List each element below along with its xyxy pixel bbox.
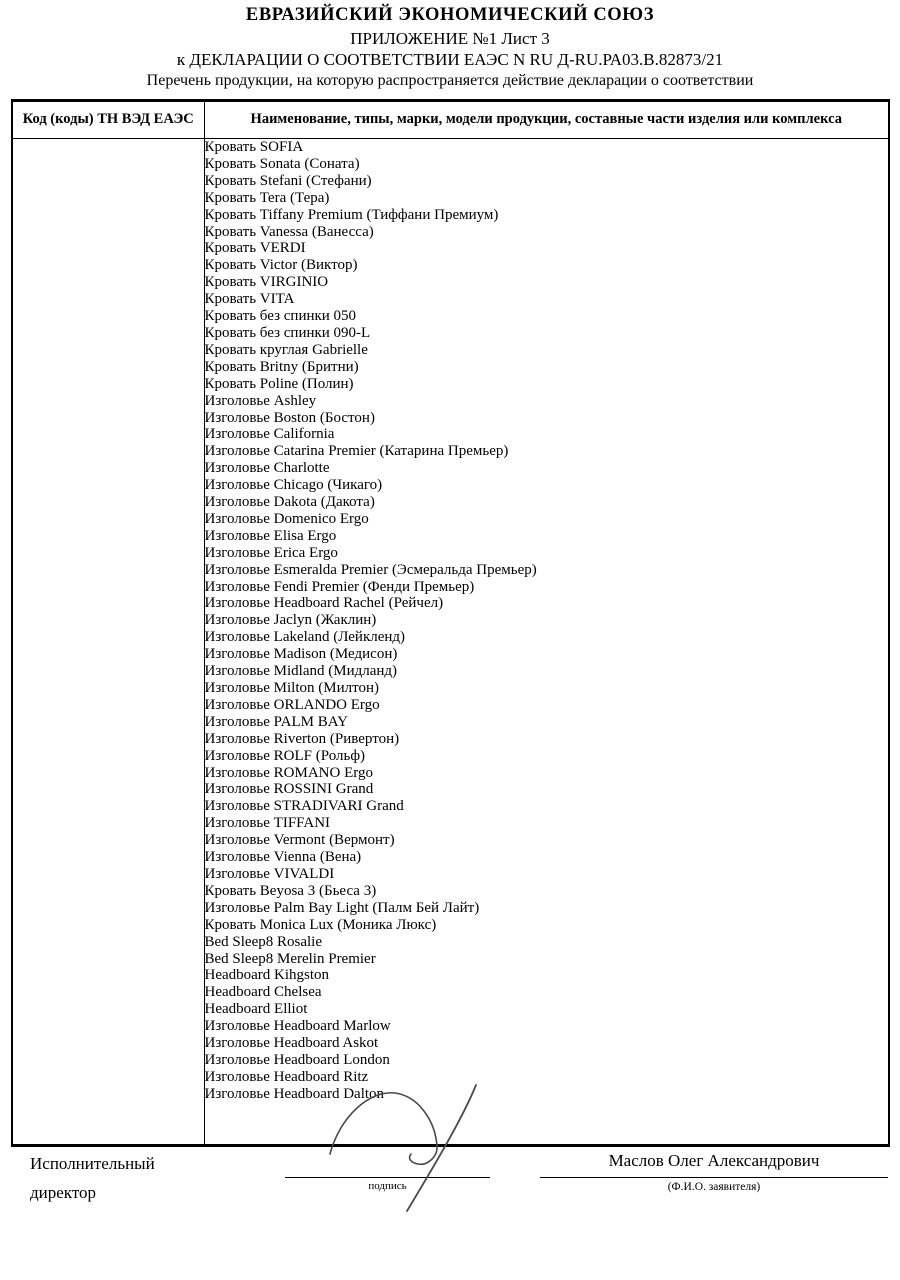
product-item: Изголовье Esmeralda Premier (Эсмеральда Премьер)	[204, 561, 537, 578]
product-item: Изголовье Boston (Бостон)	[204, 409, 375, 426]
product-item: Кровать Beyosa 3 (Бьеса 3)	[204, 882, 377, 899]
product-item: Кровать VITA	[204, 291, 295, 308]
product-item: Изголовье TIFFANI	[204, 815, 331, 832]
product-list-caption: Перечень продукции, на которую распространяется действие декларации о соответствии	[146, 72, 754, 89]
tnved-code-cell	[12, 139, 204, 1146]
product-item: Кровать SOFIA	[204, 139, 304, 155]
product-item: Headboard Chelsea	[204, 984, 322, 1001]
product-item: Изголовье STRADIVARI Grand	[204, 798, 404, 815]
product-item: Изголовье Ashley	[204, 392, 317, 409]
product-item: Изголовье ROMANO Ergo	[204, 764, 373, 781]
product-list-cell	[204, 139, 889, 1146]
product-item: Изголовье Catarina Premier (Катарина Премьер)	[204, 443, 509, 460]
column-header-product-names: Наименование, типы, марки, модели продукции, составные части изделия или комплекса	[204, 101, 889, 139]
product-item: Изголовье ROSSINI Grand	[204, 781, 374, 798]
product-item: Изголовье California	[204, 426, 335, 443]
product-item: Headboard Elliot	[204, 1001, 308, 1018]
product-item: Изголовье Vienna (Вена)	[204, 849, 362, 866]
product-item: Изголовье Headboard London	[204, 1051, 390, 1068]
product-item: Изголовье Charlotte	[204, 460, 330, 477]
product-item: Bed Sleep8 Rosalie	[204, 933, 322, 950]
product-item: Кровать Vanessa (Ванесса)	[204, 223, 374, 240]
product-item: Изголовье Headboard Rachel (Рейчел)	[204, 595, 444, 612]
product-item: Изголовье Elisa Ergo	[204, 527, 337, 544]
product-item: Кровать Poline (Полин)	[204, 375, 354, 392]
product-item: Кровать Britny (Бритни)	[204, 358, 359, 375]
product-item: Изголовье ROLF (Рольф)	[204, 747, 366, 764]
products-table	[11, 99, 890, 1147]
applicant-name: Маслов Олег Александрович	[608, 1151, 820, 1170]
product-item: Изголовье Milton (Милтон)	[204, 680, 379, 696]
product-item: Кровать Tera (Тера)	[204, 189, 330, 206]
product-item: Кровать Tiffany Premium (Тиффани Премиум)	[204, 206, 499, 223]
product-item: Изголовье Headboard Dalton	[204, 1085, 385, 1102]
signer-position-title: Исполнительный директор	[30, 1154, 155, 1202]
product-item: Изголовье Palm Bay Light (Палм Бей Лайт)	[204, 899, 480, 916]
product-item: Изголовье Erica Ergo	[204, 544, 338, 561]
product-item: Изголовье PALM BAY	[204, 713, 348, 730]
product-item: Bed Sleep8 Merelin Premier	[204, 950, 376, 967]
product-item: Изголовье Dakota (Дакота)	[204, 494, 375, 511]
product-item: Изголовье Vermont (Вермонт)	[204, 832, 395, 849]
appendix-sheet-line: ПРИЛОЖЕНИЕ №1 Лист 3	[350, 29, 550, 48]
product-item: Изголовье Headboard Askot	[204, 1035, 379, 1052]
union-title: ЕВРАЗИЙСКИЙ ЭКОНОМИЧЕСКИЙ СОЮЗ	[245, 5, 655, 25]
product-item: Кровать VERDI	[204, 240, 306, 257]
product-item: Изголовье Headboard Ritz	[204, 1068, 369, 1085]
product-item: Кровать без спинки 090-L	[204, 324, 371, 341]
product-item: Изголовье VIVALDI	[204, 865, 335, 882]
applicant-name-label: (Ф.И.О. заявителя)	[667, 1181, 761, 1193]
signature-line-label: подпись	[368, 1180, 407, 1192]
declaration-number-line: к ДЕКЛАРАЦИИ О СООТВЕТСТВИИ ЕАЭС N RU Д-RU.РА03.В.82873/21	[176, 50, 724, 69]
product-item: Изголовье Headboard Marlow	[204, 1018, 391, 1035]
product-item: Кровать Victor (Виктор)	[204, 257, 358, 274]
product-item: Изголовье Madison (Медисон)	[204, 646, 398, 663]
applicant-name-line	[540, 1177, 888, 1178]
table-header-row	[12, 101, 889, 139]
product-item: Кровать без спинки 050	[204, 308, 357, 325]
product-item: Изголовье ORLANDO Ergo	[204, 696, 380, 713]
product-item: Headboard Kihgston	[204, 967, 330, 984]
product-item: Изголовье Chicago (Чикаго)	[204, 477, 383, 494]
product-item: Кровать Stefani (Стефани)	[204, 172, 372, 189]
product-item: Кровать Monica Lux (Моника Люкс)	[204, 916, 437, 933]
product-item: Изголовье Jaclyn (Жаклин)	[204, 612, 377, 629]
product-item: Кровать Sonata (Соната)	[204, 155, 360, 172]
signature-line	[285, 1177, 490, 1178]
product-item: Изголовье Fendi Premier (Фенди Премьер)	[204, 578, 475, 595]
product-item: Изголовье Domenico Ergo	[204, 510, 369, 527]
table-body-row	[12, 139, 889, 1146]
product-item: Изголовье Lakeland (Лейкленд)	[204, 629, 406, 646]
column-header-tnved-code: Код (коды) ТН ВЭД ЕАЭС	[12, 101, 204, 139]
product-item: Изголовье Riverton (Ривертон)	[204, 730, 400, 747]
product-item: Кровать VIRGINIO	[204, 274, 329, 291]
product-item: Изголовье Midland (Мидланд)	[204, 663, 398, 680]
product-item: Кровать круглая Gabrielle	[204, 341, 368, 358]
